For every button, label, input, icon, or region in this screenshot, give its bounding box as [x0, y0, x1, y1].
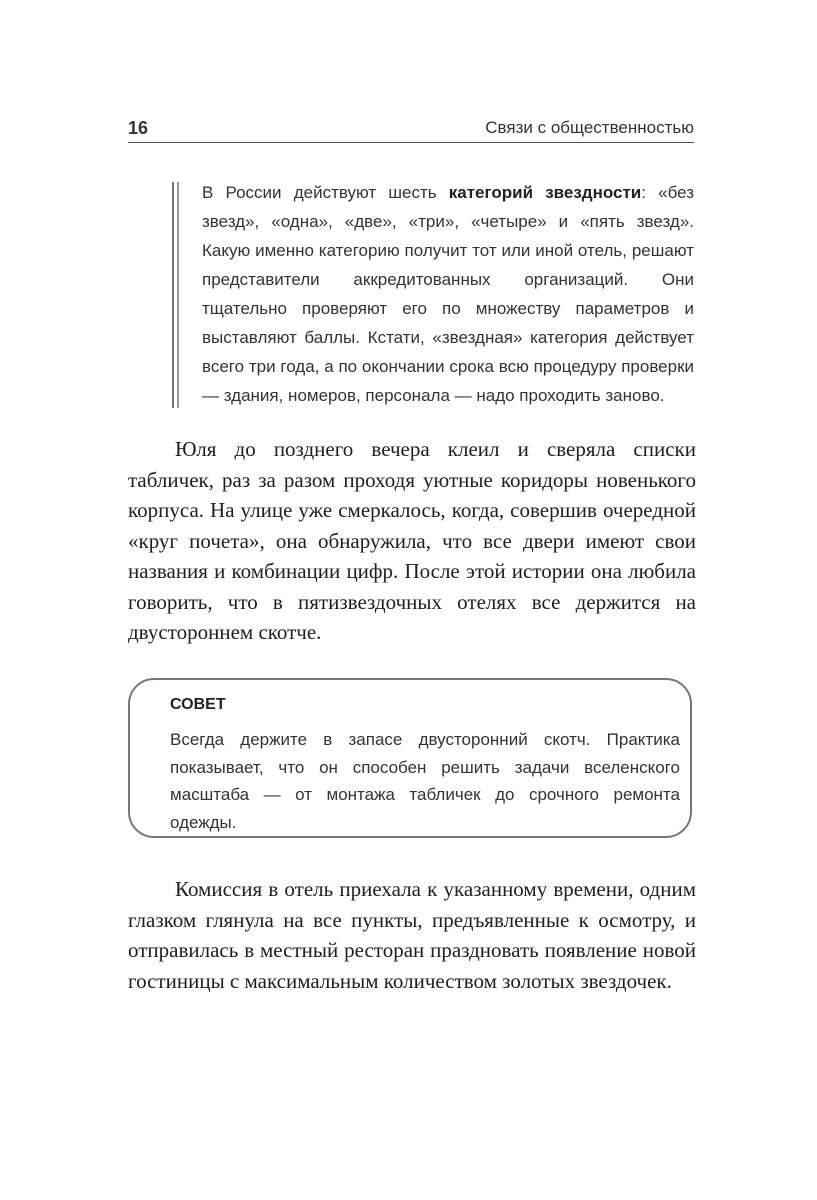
page-header	[128, 116, 694, 144]
header-rule	[128, 142, 694, 143]
sidebar-note	[172, 178, 696, 412]
sidebar-bold-term: категорий звездности	[448, 183, 642, 202]
sidebar-text-before: В России действуют шесть	[202, 183, 449, 202]
sidebar-text	[202, 178, 694, 410]
tip-text: Всегда держите в запасе двусторонний скотч. Практика показывает, что он способен решить задачи вселенского масштаба — от монтажа табличек до срочного ремонта одежды.	[170, 730, 680, 832]
sidebar-text-after: : «без звезд», «одна», «две», «три», «четыре» и «пять звезд». Какую именно категорию получит тот или иной отель, решают представители аккредитованных организаций. Они тщательно проверяют его по множеству параметров и выставляют баллы. Кстати, «звездная» категория действует всего три года, а по окончании срока всю процедуру проверки — здания, номеров, персонала — надо проходить заново.	[202, 183, 694, 405]
tip-title: СОВЕТ	[170, 696, 226, 713]
page-number: 16	[128, 118, 149, 138]
body-paragraph-1: Юля до позднего вечера клеил и сверяла списки табличек, раз за разом проходя уютные коридоры новенького корпуса. На улице уже смеркалось, когда, совершив очередной «круг почета», она обнаружила, что все двери имеют свои названия и комбинации цифр. После этой истории она любила говорить, что в пятизвездочных отелях все держится на двустороннем скотче.	[128, 437, 696, 644]
sidebar-bar-left	[172, 182, 174, 408]
sidebar-bar-right	[177, 182, 179, 408]
running-title: Связи с общественностью	[485, 118, 694, 137]
body-paragraph-2: Комиссия в отель приехала к указанному времени, одним глазком глянула на все пункты, предъявленные к осмотру, и отправилась в местный ресторан праздновать появление новой гостиницы с максимальным количеством золотых звездочек.	[128, 877, 696, 993]
